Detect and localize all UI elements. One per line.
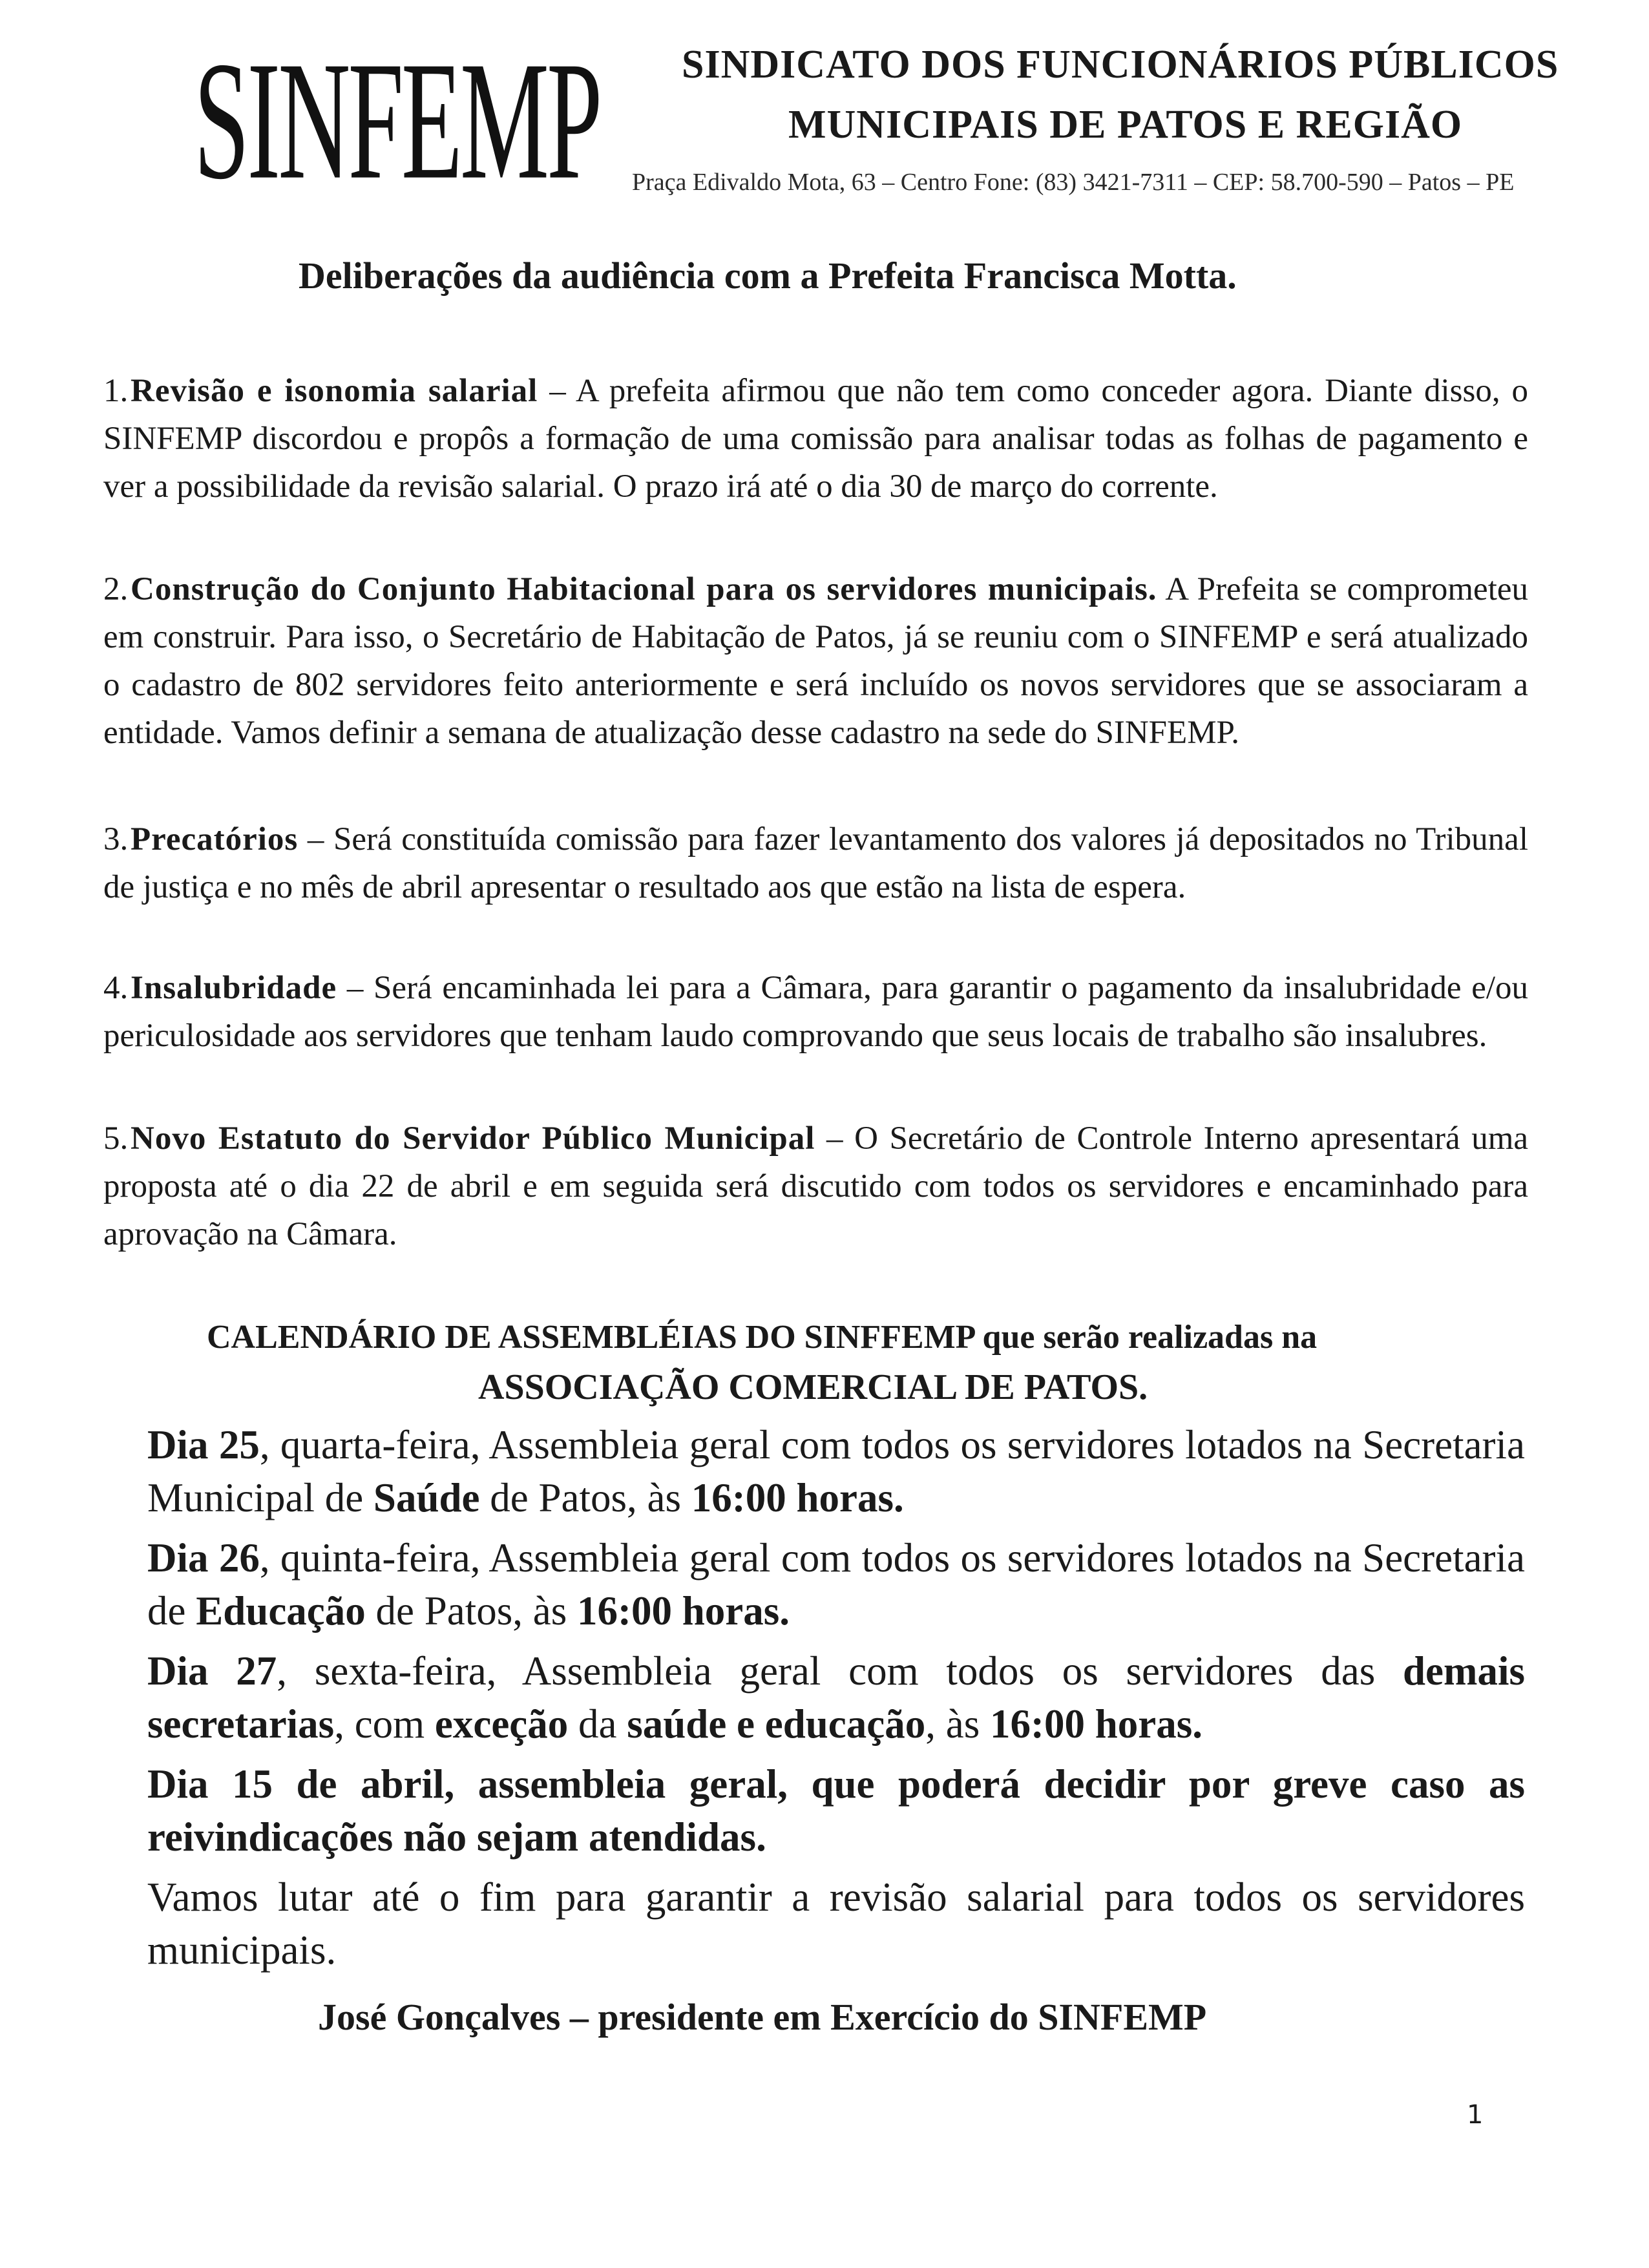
assembly-time: 16:00 horas. [989, 1701, 1203, 1747]
assembly-day-25 [147, 1418, 1525, 1524]
item-text: – O Secretário de Controle Interno apresentará uma proposta até o dia 22 de abril e em seguida será discutido com todos os servidores e encaminhado para aprovação na Câmara. [103, 1120, 1529, 1252]
item-text: – Será constituída comissão para fazer levantamento dos valores já depositados no Tribunal de justiça e no mês de abril apresentar o resultado aos que estão na lista de espera. [103, 821, 1528, 905]
calendar-heading-location: ASSOCIAÇÃO COMERCIAL DE PATOS. [478, 1367, 1148, 1407]
item-number: 5. [103, 1120, 129, 1157]
item-heading: Construção do Conjunto Habitacional para os servidores municipais. [131, 571, 1157, 607]
department: demais secretarias [147, 1648, 1526, 1747]
assembly-day-26 [147, 1531, 1525, 1637]
day-text: de Patos, às [479, 1475, 691, 1520]
org-address: Praça Edivaldo Mota, 63 – Centro Fone: (83) 3421-7311 – CEP: 58.700-590 – Patos – PE [632, 169, 1515, 196]
item-number: 3. [103, 821, 129, 857]
exception-word: exceção [434, 1701, 569, 1747]
item-heading: Insalubridade [131, 970, 337, 1006]
closing-statement: Vamos lutar até o fim para garantir a revisão salarial para todos os servidores municipais. [147, 1874, 1525, 1973]
day-text: , quarta-feira, Assembleia geral com todos os servidores lotados na Secretaria Municipal de [147, 1422, 1526, 1520]
day-text: , sexta-feira, Assembleia geral com todos os servidores das [277, 1648, 1403, 1694]
deliberation-item [103, 367, 1528, 510]
item-text: – A prefeita afirmou que não tem como conceder agora. Diante disso, o SINFEMP discordou e propôs a formação de uma comissão para analisar todas as folhas de pagamento e ver a possibilidade da revisão salarial. O prazo irá até o dia 30 de março do corrente. [103, 373, 1528, 505]
item-heading: Precatórios [131, 821, 299, 857]
item-heading: Novo Estatuto do Servidor Público Municipal [131, 1120, 815, 1157]
department: Saúde [373, 1475, 480, 1520]
assembly-day-27 [147, 1644, 1525, 1750]
day-text: , com [334, 1701, 435, 1747]
item-number: 2. [103, 571, 129, 607]
deliberation-item [103, 565, 1528, 757]
day-text: , às [925, 1701, 990, 1747]
item-number: 1. [103, 373, 129, 409]
document-title: Deliberações da audiência com a Prefeita Francisca Motta. [299, 255, 1237, 297]
day-label: Dia 27 [147, 1648, 277, 1694]
day-text: , quinta-feira, Assembleia geral com todos os servidores lotados na Secretaria de [147, 1535, 1525, 1633]
item-number: 4. [103, 970, 129, 1006]
sinfemp-logo: SINFEMP [194, 26, 600, 215]
item-text: A Prefeita se comprometeu em construir. Para isso, o Secretário de Habitação de Patos, já se reuniu com o SINFEMP e será atualizado o cadastro de 802 servidores feito anteriormente e será incluído os novos servidores que se associaram a entidade. Vamos definir a semana de atualização desse cadastro na sede do SINFEMP. [103, 571, 1528, 751]
department: Educação [196, 1588, 366, 1633]
item-heading: Revisão e isonomia salarial [131, 373, 538, 409]
day-text: da [568, 1701, 627, 1747]
page-number: 1 [1467, 2100, 1484, 2130]
assembly-april-text: Dia 15 de abril, assembleia geral, que poderá decidir por greve caso as reivindicações não sejam atendidas. [147, 1761, 1525, 1860]
day-label: Dia 26 [147, 1535, 260, 1580]
day-label: Dia 25 [147, 1422, 260, 1467]
calendar-heading: CALENDÁRIO DE ASSEMBLÉIAS DO SINFFEMP que serão realizadas na [207, 1319, 1318, 1356]
deliberation-item [103, 815, 1528, 911]
assembly-time: 16:00 horas. [576, 1588, 790, 1633]
general-assembly-april-15 [147, 1758, 1525, 1864]
item-text: – Será encaminhada lei para a Câmara, para garantir o pagamento da insalubridade e/ou periculosidade aos servidores que tenham laudo comprovando que seus locais de trabalho são insalubres. [103, 970, 1528, 1054]
deliberation-item [103, 964, 1528, 1060]
department: saúde e educação [627, 1701, 926, 1747]
deliberation-item [103, 1115, 1528, 1258]
signature: José Gonçalves – presidente em Exercício do SINFEMP [318, 1996, 1207, 2038]
org-name-line2: MUNICIPAIS DE PATOS E REGIÃO [788, 103, 1463, 147]
assembly-time: 16:00 horas. [691, 1475, 904, 1520]
day-text: de Patos, às [365, 1588, 577, 1633]
org-name-line1: SINDICATO DOS FUNCIONÁRIOS PÚBLICOS [682, 43, 1559, 87]
